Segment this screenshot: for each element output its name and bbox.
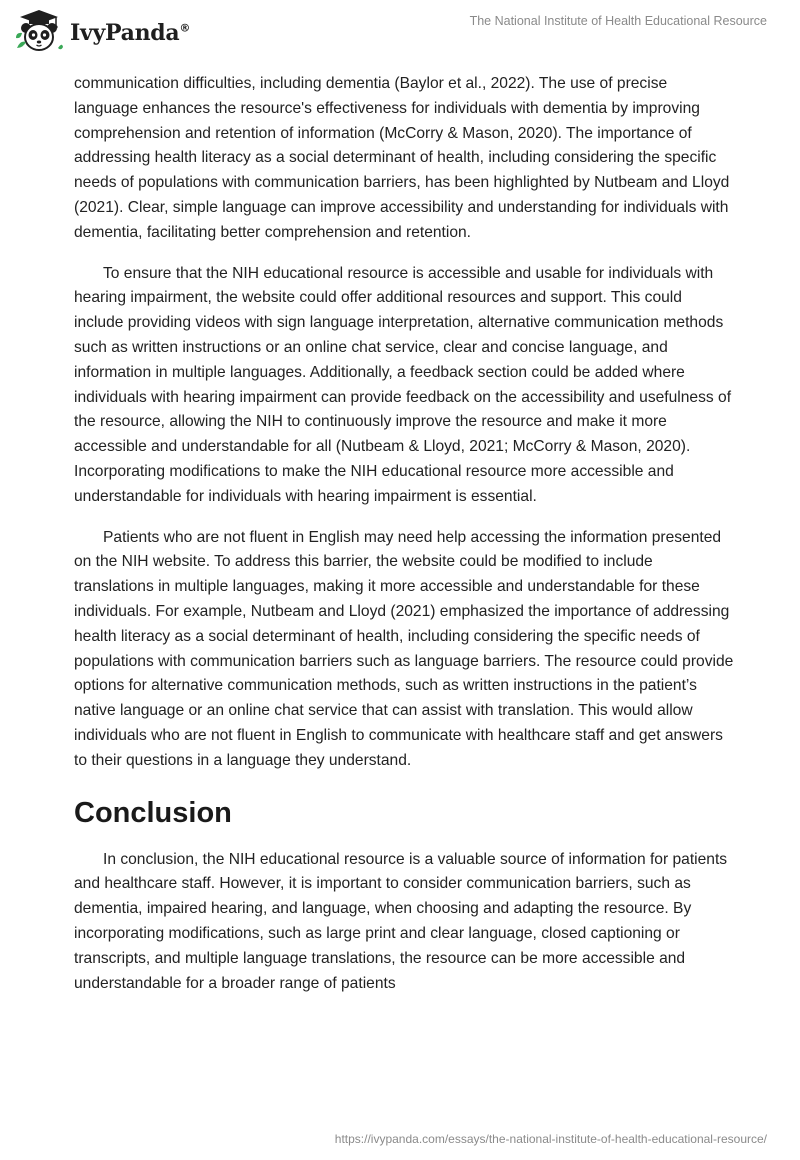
paragraph-dementia-continued: communication difficulties, including dementia (Baylor et al., 2022). The use of precise language enhances the resource's effectiveness for individuals with dementia by improving comprehension and retention of information (McCorry & Mason, 2020). The importance of addressing health literacy as a social determinant of health, including considering the specific needs of populations with communication barriers, has been highlighted by Nutbeam and Lloyd (2021). Clear, simple language can improve accessibility and understanding for individuals with dementia, facilitating better comprehension and retention.: [74, 75, 730, 241]
conclusion-paragraph: In conclusion, the NIH educational resource is a valuable source of information for patients and healthcare staff. However, it is important to consider communication barriers, such as dementia, impaired hearing, and language, when choosing and adapting the resource. By incorporating modifications, such as large print and clear language, closed captioning or transcripts, and multiple language translations, the resource can be more accessible and understandable for a broader range of patients: [74, 850, 728, 992]
ivypanda-logo[interactable]: [14, 8, 190, 54]
conclusion-heading: Conclusion: [74, 796, 232, 829]
paragraph-language-barrier: Patients who are not fluent in English may need help accessing the information presented on the NIH website. To address this barrier, the website could be modified to include translations in multiple languages, making it more accessible and understandable for these individuals. For example, Nutbeam and Lloyd (2021) emphasized the importance of addressing health literacy as a social determinant of health, including considering the specific needs of populations with communication barriers such as language barriers. The resource could provide options for alternative communication methods, such as written instructions in the patient’s native language or an online chat service that can assist with translation. This would allow individuals who are not fluent in English to communicate with healthcare staff and get answers to their questions in a language they understand.: [74, 528, 734, 769]
brand-name: IvyPanda®: [70, 20, 191, 46]
document-title: The National Institute of Health Educational Resource: [469, 14, 767, 28]
panda-logo-icon: [14, 8, 64, 54]
paragraph-hearing-impairment: To ensure that the NIH educational resource is accessible and usable for individuals with hearing impairment, the website could offer additional resources and support. This could include providing videos with sign language interpretation, alternative communication methods such as written instructions or an online chat service, clear and concise language, and information in multiple languages. Additionally, a feedback section could be added where individuals with hearing impairment can provide feedback on the accessibility and usefulness of the resource, allowing the NIH to continuously improve the resource and make it more accessible and understandable for all (Nutbeam & Lloyd, 2021; McCorry & Mason, 2020). Incorporating modifications to make the NIH educational resource more accessible and understandable for individuals with hearing impairment is essential.: [74, 264, 732, 505]
essay-body: [74, 72, 734, 1012]
page-header: [0, 0, 800, 70]
source-url[interactable]: https://ivypanda.com/essays/the-national-institute-of-health-educational-resource/: [334, 1132, 767, 1146]
